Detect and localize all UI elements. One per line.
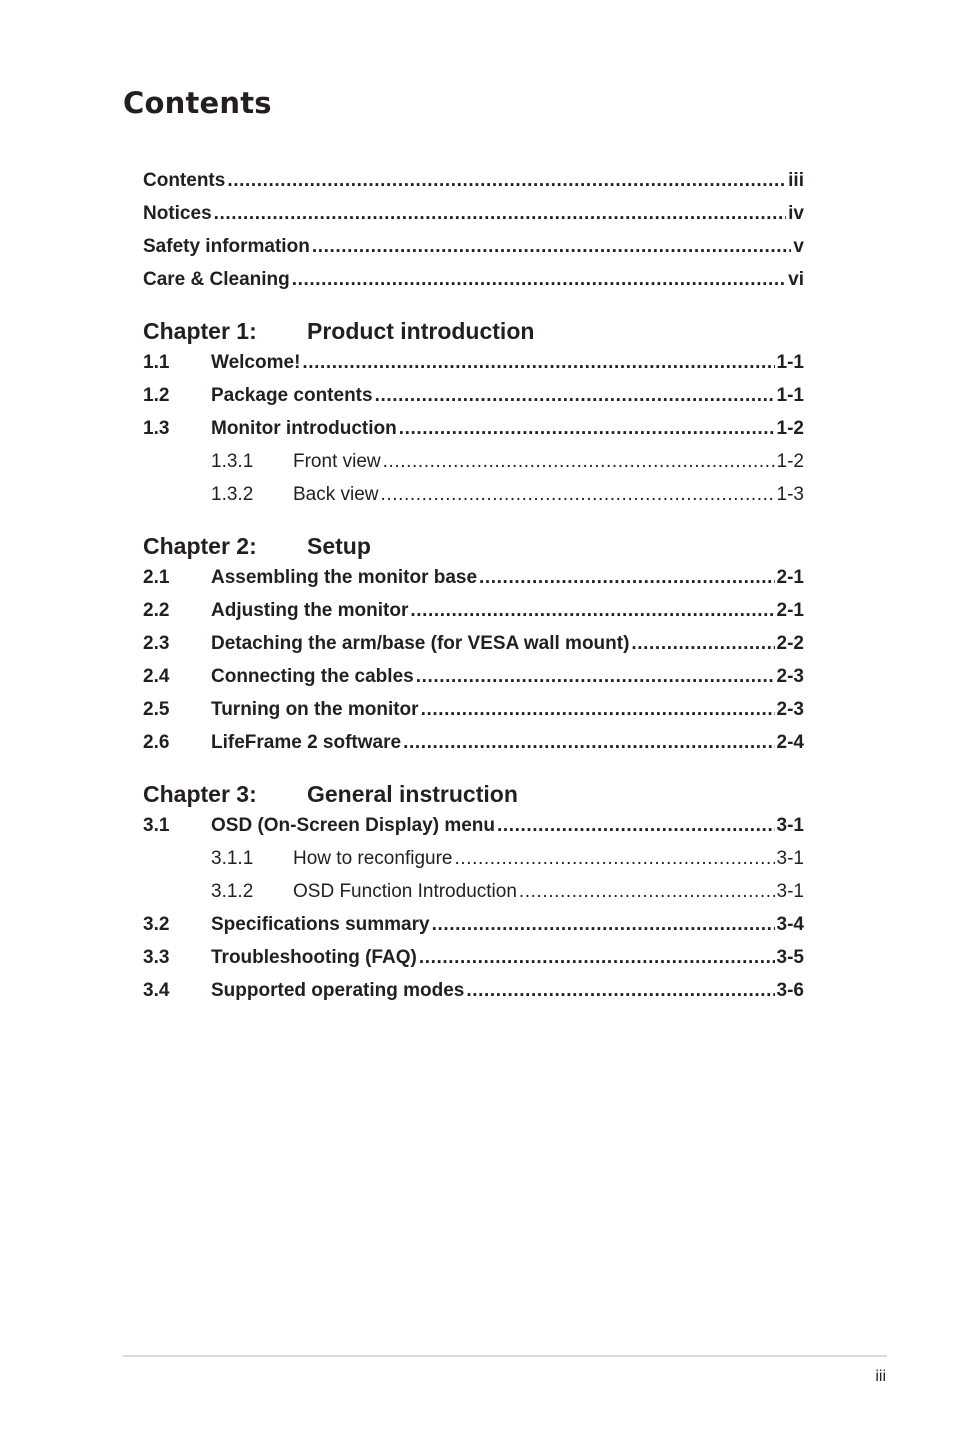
dot-leader — [403, 732, 774, 754]
chapter-title: General instruction — [307, 781, 518, 807]
toc-entry-title: Assembling the monitor base — [211, 567, 478, 588]
toc-entry-title: Adjusting the monitor — [211, 600, 409, 621]
toc-entry-page: 3-1 — [776, 848, 804, 869]
toc-entry-page: 1-2 — [776, 451, 804, 472]
toc-subentry[interactable] — [143, 451, 804, 484]
toc-entry-title: Care & Cleaning — [143, 269, 290, 290]
toc-entry-number: 2.2 — [143, 600, 170, 621]
toc-entry-title: LifeFrame 2 software — [211, 732, 402, 753]
toc-entry-number: 3.1.1 — [211, 848, 254, 869]
dot-leader — [312, 236, 792, 258]
toc-entry-title: Turning on the monitor — [211, 699, 419, 720]
toc-entry-page: 2-3 — [776, 666, 804, 687]
toc-entry-title: Back view — [293, 484, 379, 505]
toc-entry-number: 2.6 — [143, 732, 170, 753]
toc-entry-title: OSD Function Introduction — [293, 881, 517, 902]
dot-leader — [466, 980, 774, 1002]
dot-leader — [227, 170, 786, 192]
toc-entry[interactable] — [143, 732, 804, 765]
toc-entry[interactable] — [143, 418, 804, 451]
toc-entry-page: 2-3 — [776, 699, 804, 720]
dot-leader — [375, 385, 775, 407]
toc-entry-page: 1-3 — [776, 484, 804, 505]
dot-leader — [454, 848, 774, 870]
toc-entry-title: Notices — [143, 203, 212, 224]
toc-entry-number: 3.4 — [143, 980, 170, 1001]
toc-entry-care-cleaning[interactable] — [143, 269, 804, 302]
toc-entry-page: 1-2 — [776, 418, 804, 439]
toc-entry-title: Connecting the cables — [211, 666, 414, 687]
dot-leader — [519, 881, 775, 903]
dot-leader — [292, 269, 786, 291]
table-of-contents — [143, 170, 804, 1013]
toc-entry-page: 3-1 — [776, 815, 804, 836]
toc-entry[interactable] — [143, 699, 804, 732]
toc-entry-title: Safety information — [143, 236, 310, 257]
dot-leader — [410, 600, 774, 622]
toc-entry-number: 3.3 — [143, 947, 170, 968]
toc-entry-page: 3-6 — [776, 980, 804, 1001]
toc-entry-title: Monitor introduction — [211, 418, 397, 439]
toc-entry-title: OSD (On-Screen Display) menu — [211, 815, 496, 836]
toc-entry-page: iv — [788, 203, 804, 224]
toc-entry-number: 1.3.1 — [211, 451, 254, 472]
chapter-label: Chapter 2: — [143, 533, 257, 559]
toc-entry[interactable] — [143, 666, 804, 699]
dot-leader — [214, 203, 787, 225]
toc-entry-number: 3.1.2 — [211, 881, 254, 902]
toc-entry-title: Detaching the arm/base (for VESA wall mount) — [211, 633, 630, 654]
toc-entry-page: 2-2 — [776, 633, 804, 654]
dot-leader — [479, 567, 774, 589]
toc-entry[interactable] — [143, 947, 804, 980]
chapter-heading-2[interactable] — [143, 533, 804, 567]
dot-leader — [419, 947, 775, 969]
toc-entry-page: 2-1 — [776, 567, 804, 588]
toc-entry-number: 3.2 — [143, 914, 170, 935]
chapter-title: Setup — [307, 533, 371, 559]
chapter-label: Chapter 3: — [143, 781, 257, 807]
toc-entry-title: How to reconfigure — [293, 848, 453, 869]
dot-leader — [432, 914, 775, 936]
toc-subentry[interactable] — [143, 881, 804, 914]
toc-entry-number: 3.1 — [143, 815, 170, 836]
toc-entry-notices[interactable] — [143, 203, 804, 236]
footer-divider — [123, 1355, 887, 1357]
toc-entry-number: 1.3.2 — [211, 484, 254, 505]
toc-entry-number: 2.5 — [143, 699, 170, 720]
toc-entry[interactable] — [143, 352, 804, 385]
toc-subentry[interactable] — [143, 848, 804, 881]
toc-entry-title: Welcome! — [211, 352, 301, 373]
toc-entry-page: 2-4 — [776, 732, 804, 753]
toc-entry-number: 2.4 — [143, 666, 170, 687]
toc-entry-title: Supported operating modes — [211, 980, 465, 1001]
toc-entry-title: Specifications summary — [211, 914, 430, 935]
toc-entry[interactable] — [143, 633, 804, 666]
toc-entry[interactable] — [143, 914, 804, 947]
page-title: Contents — [123, 86, 272, 120]
dot-leader — [416, 666, 775, 688]
toc-entry-page: 1-1 — [776, 385, 804, 406]
footer-page-number: iii — [875, 1368, 886, 1385]
toc-entry-number: 2.3 — [143, 633, 170, 654]
toc-entry-safety-information[interactable] — [143, 236, 804, 269]
toc-entry-page: 3-1 — [776, 881, 804, 902]
toc-entry[interactable] — [143, 385, 804, 418]
chapter-heading-3[interactable] — [143, 781, 804, 815]
toc-entry[interactable] — [143, 600, 804, 633]
toc-entry-number: 1.3 — [143, 418, 170, 439]
toc-entry-title: Troubleshooting (FAQ) — [211, 947, 417, 968]
toc-entry[interactable] — [143, 980, 804, 1013]
toc-entry-number: 1.1 — [143, 352, 170, 373]
toc-entry-page: 1-1 — [776, 352, 804, 373]
toc-entry-title: Front view — [293, 451, 381, 472]
dot-leader — [631, 633, 774, 655]
dot-leader — [302, 352, 774, 374]
toc-entry-number: 2.1 — [143, 567, 170, 588]
toc-entry[interactable] — [143, 815, 804, 848]
toc-entry-title: Package contents — [211, 385, 373, 406]
toc-entry-number: 1.2 — [143, 385, 170, 406]
dot-leader — [381, 484, 775, 506]
toc-entry-page: 3-4 — [776, 914, 804, 935]
chapter-label: Chapter 1: — [143, 318, 257, 344]
toc-subentry[interactable] — [143, 484, 804, 517]
toc-entry[interactable] — [143, 567, 804, 600]
toc-entry-page: 2-1 — [776, 600, 804, 621]
toc-entry-contents[interactable] — [143, 170, 804, 203]
toc-entry-title: Contents — [143, 170, 226, 191]
toc-entry-page: 3-5 — [776, 947, 804, 968]
dot-leader — [383, 451, 775, 473]
dot-leader — [399, 418, 775, 440]
dot-leader — [497, 815, 775, 837]
chapter-title: Product introduction — [307, 318, 535, 344]
toc-entry-page: vi — [788, 269, 804, 290]
dot-leader — [421, 699, 775, 721]
chapter-heading-1[interactable] — [143, 318, 804, 352]
toc-entry-page: iii — [788, 170, 804, 191]
toc-entry-page: v — [793, 236, 804, 257]
